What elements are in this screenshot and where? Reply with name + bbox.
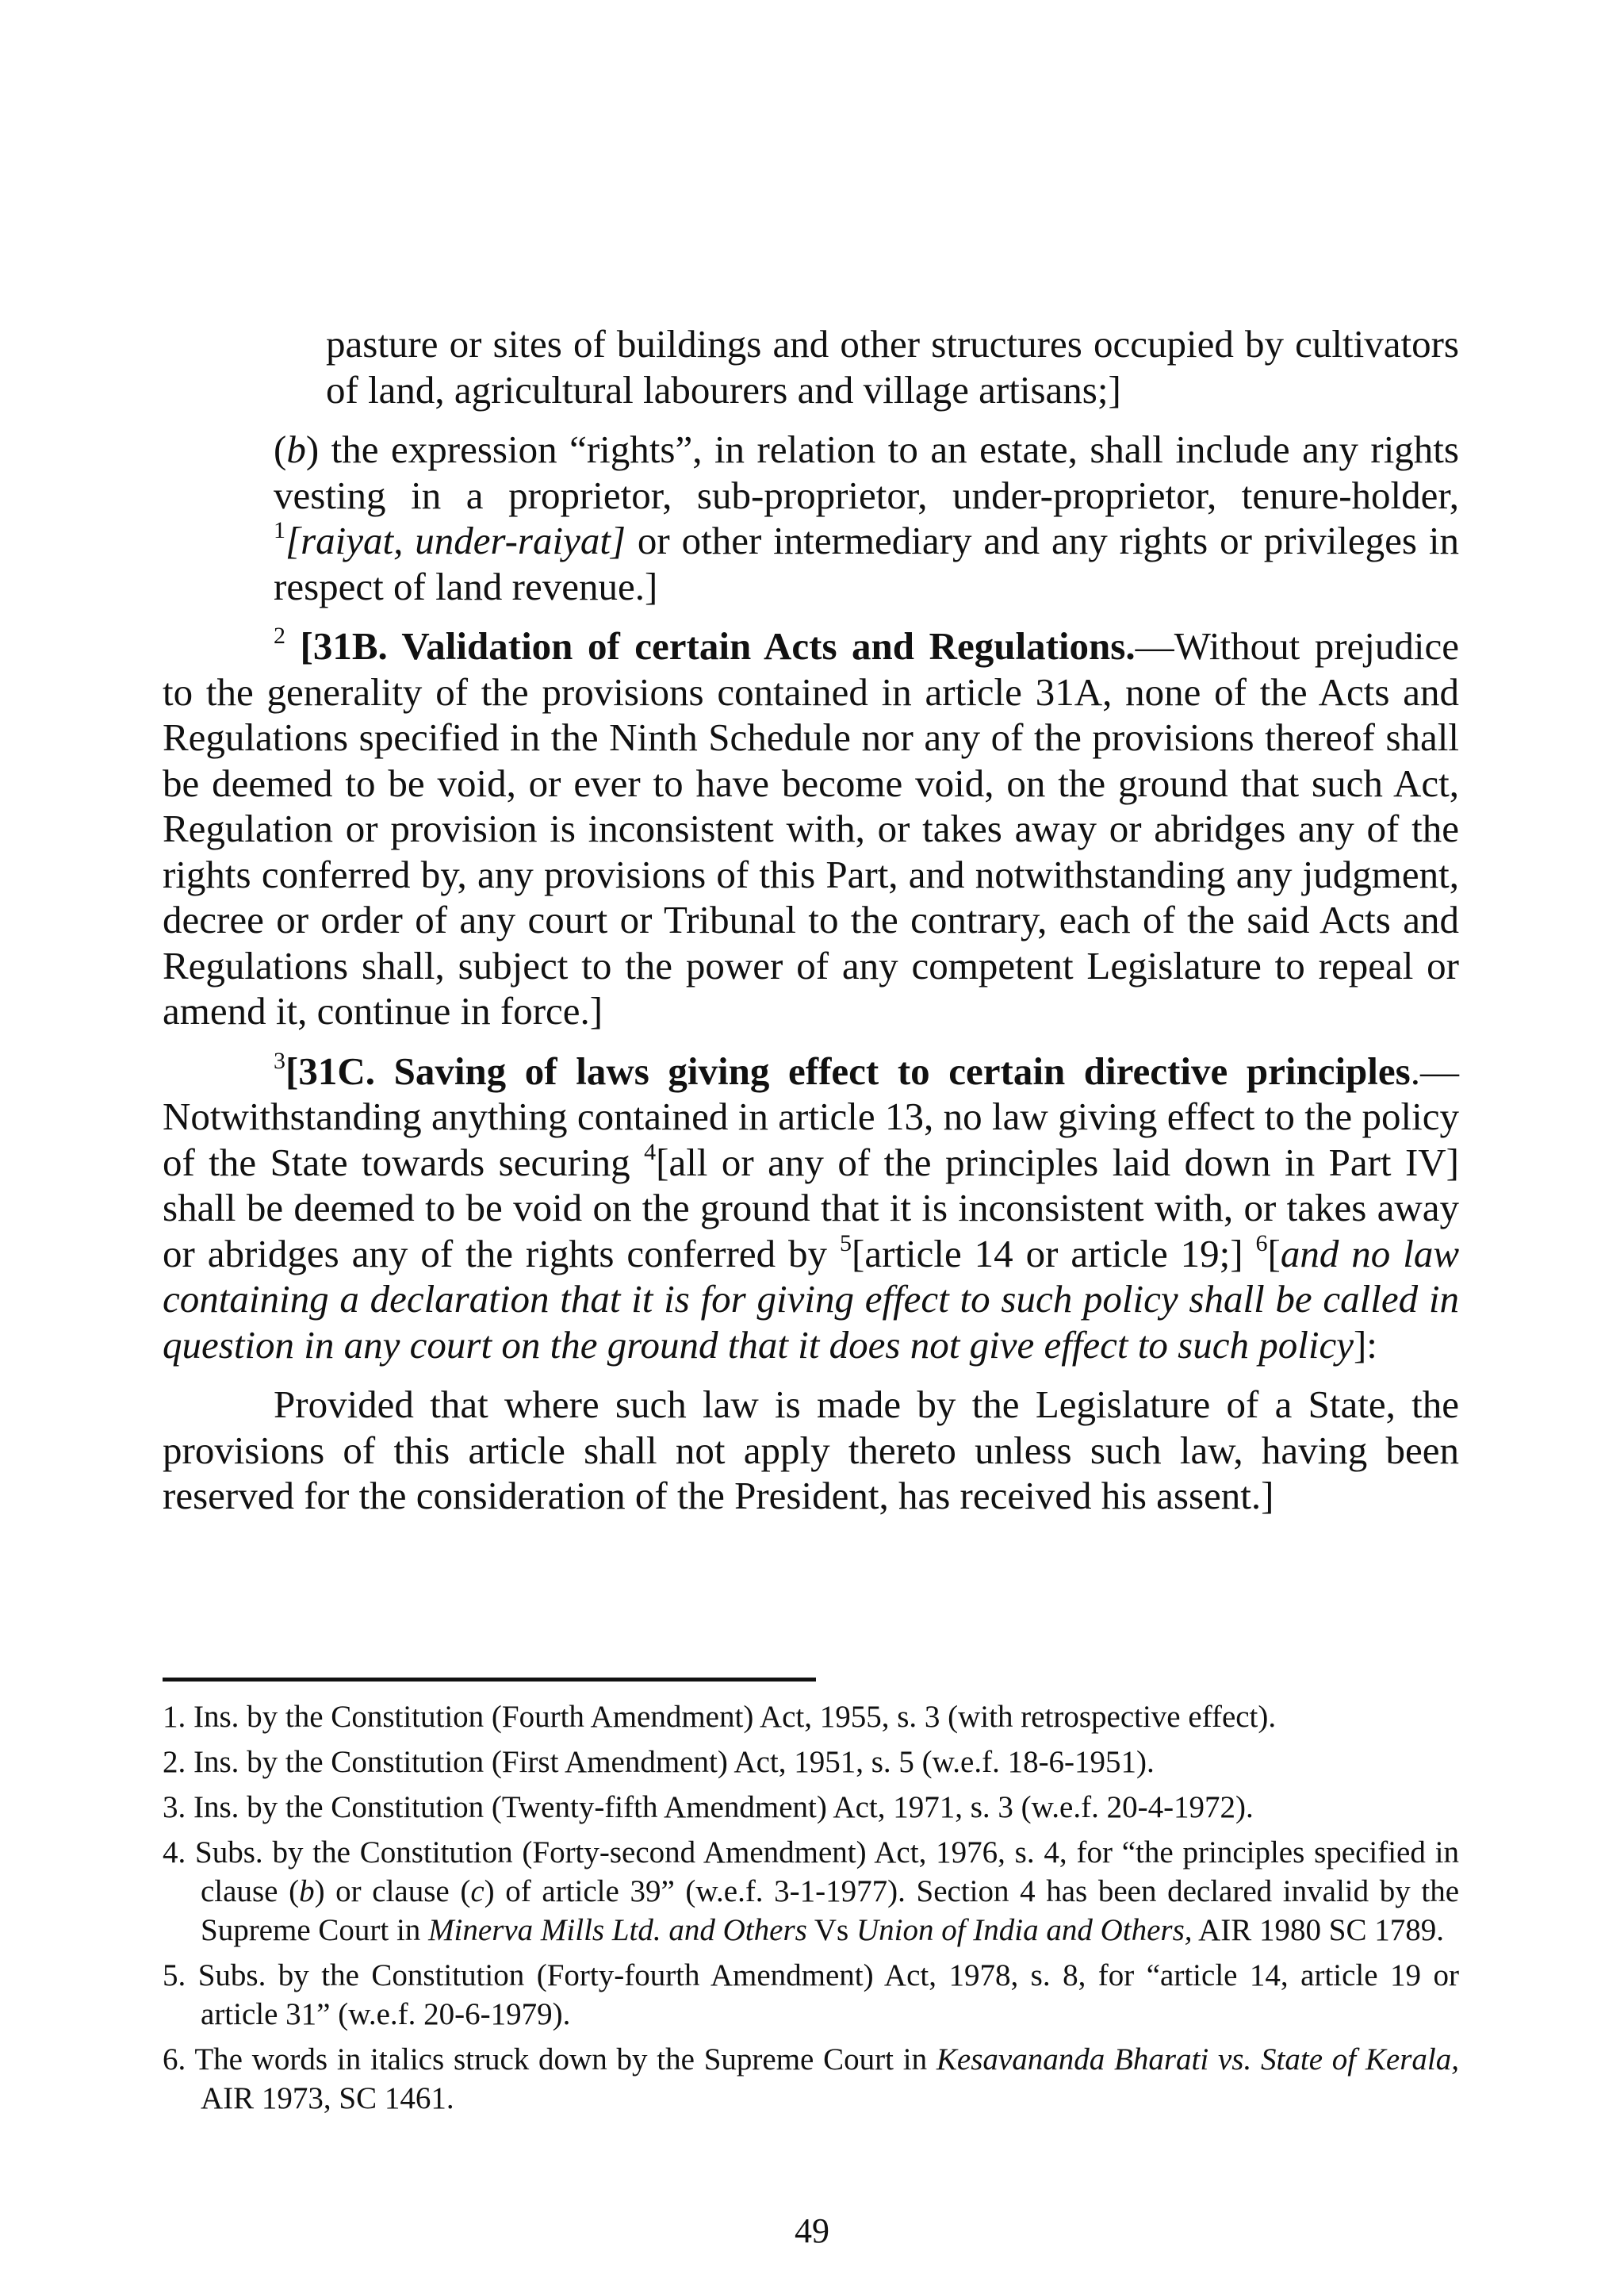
article-31b xyxy=(163,623,1459,1034)
article-31c: $^3$[31C. Saving of laws giving effect to certain directive principles.— Notwithstanding anything contained in article 13, no law giving effect to the policy of the State towards securing $^4$[all or any of the principles laid down in Part IV] shall be deemed to be void on the ground that it is inconsistent with, or takes away or abridges any of the rights conferred by $^5$[article 14 or article 19;] $^6$[and no law containing a declaration that it is for giving effect to such policy shall be called in question in any court on the ground that it does not give effect to such policy]: xyxy=(163,1047,1460,1367)
footnote-item: 4. Subs. by the Constitution (Forty-second Amendment) Act, 1976, s. 4, for “the principles specified in clause (b) or clause (c) of article 39” (w.e.f. 3-1-1977). Section 4 has been declared invalid by the Supreme Court in Minerva Mills Ltd. and Others Vs Union of India and Others, AIR 1980 SC 1789. xyxy=(163,1835,1460,1947)
paragraph-text: Provided that where such law is made by the Legislature of a State, the provisions of this article shall not apply thereto unless such law, having been reserved for the consideration of the President, has received his assent.] xyxy=(163,1382,1459,1517)
paragraph-text: [all or any of the principles laid down in Part IV] shall be deemed to be void on the ground that it is inconsistent with, or takes away or abridges any of the rights conferred by xyxy=(163,1140,1459,1275)
paragraph-text: or other intermediary and any rights or privileges in respect of land revenue.] xyxy=(274,519,1459,608)
paragraph-text: the expression “rights”, in relation to an estate, shall include any rights vesting in a proprietor, sub-proprietor, under-proprietor, tenure-holder, xyxy=(274,428,1459,517)
paragraph-text: [article 14 or article 19;] xyxy=(852,1231,1256,1275)
clause-b-paragraph: (b) the expression “rights”, in relation to an estate, shall include any rights vesting in a proprietor, sub-proprietor, under-proprietor, tenure-holder, $^1$[raiyat, under-raiyat] or other intermediary and any rights or privileges in respect of land revenue.] xyxy=(274,428,1459,608)
footnote-item: 1. Ins. by the Constitution (Fourth Amendment) Act, 1955, s. 3 (with retrospective effect). xyxy=(163,1700,1277,1734)
footnote-marker: 3 xyxy=(274,1047,285,1074)
paragraph-text: .— Notwithstanding anything contained in article 13, no law giving effect to the policy of the State towards securing xyxy=(163,1049,1459,1184)
footnote-marker: 1 xyxy=(274,517,285,543)
footnote-item: 6. The words in italics struck down by the Supreme Court in Kesavananda Bharati vs. State of Kerala, AIR 1973, SC 1461. xyxy=(163,2042,1460,2115)
case-name: Minerva Mills Ltd. and Others xyxy=(428,1913,807,1947)
article-heading: [31C. Saving of laws giving effect to certain directive principles xyxy=(285,1049,1411,1093)
main-text xyxy=(163,321,1459,1519)
page-number: 49 xyxy=(795,2211,829,2250)
footnote-marker: 4 xyxy=(644,1138,657,1165)
italic-text: and no law containing a declaration that it is for giving effect to such policy shall be called in question in any court on the ground that it does not give effect to such policy xyxy=(163,1231,1460,1367)
proviso-paragraph xyxy=(163,1382,1459,1519)
footnote-marker: 6 xyxy=(1255,1229,1268,1256)
paragraph-continuation xyxy=(163,321,1459,412)
footnotes xyxy=(163,1697,1459,2124)
footnote-divider xyxy=(163,1678,816,1682)
italic-text: [raiyat, under-raiyat] xyxy=(285,519,626,562)
case-name: Kesavananda Bharati vs. State of Kerala, xyxy=(936,2042,1460,2077)
footnote-item: 3. Ins. by the Constitution (Twenty-fifth Amendment) Act, 1971, s. 3 (w.e.f. 20-4-1972). xyxy=(163,1790,1254,1824)
footnote-item: 5. Subs. by the Constitution (Forty-fourth Amendment) Act, 1978, s. 8, for “article 14, article 19 or article 31” (w.e.f. 20-6-1979). xyxy=(163,1958,1459,2031)
footnote-marker: 2 xyxy=(274,623,285,649)
article-heading: [31B. Validation of certain Acts and Regulations. xyxy=(285,624,1136,668)
clause-label: b xyxy=(286,428,306,471)
footnote-marker: 5 xyxy=(840,1229,852,1256)
footnote-item: 2. Ins. by the Constitution (First Amendment) Act, 1951, s. 5 (w.e.f. 18-6-1951). xyxy=(163,1745,1155,1779)
paragraph-text: —Without prejudice to the generality of the provisions contained in article 31A, none of the Acts and Regulations specified in the Ninth Schedule nor any of the provisions thereof shall be deemed to be void, or ever to have become void, on the ground that such Act, Regulation or provision is inconsistent with, or takes away or abridges any of the rights conferred by, any provisions of this Part, and notwithstanding any judgment, decree or order of any court or Tribunal to the contrary, each of the said Acts and Regulations shall, subject to the power of any competent Legislature to repeal or amend it, continue in force.] xyxy=(163,624,1460,1033)
paragraph-text: pasture or sites of buildings and other structures occupied by cultivators of land, agricultural labourers and village artisans;] xyxy=(326,322,1459,412)
case-name: Union of India and Others, xyxy=(856,1913,1193,1947)
